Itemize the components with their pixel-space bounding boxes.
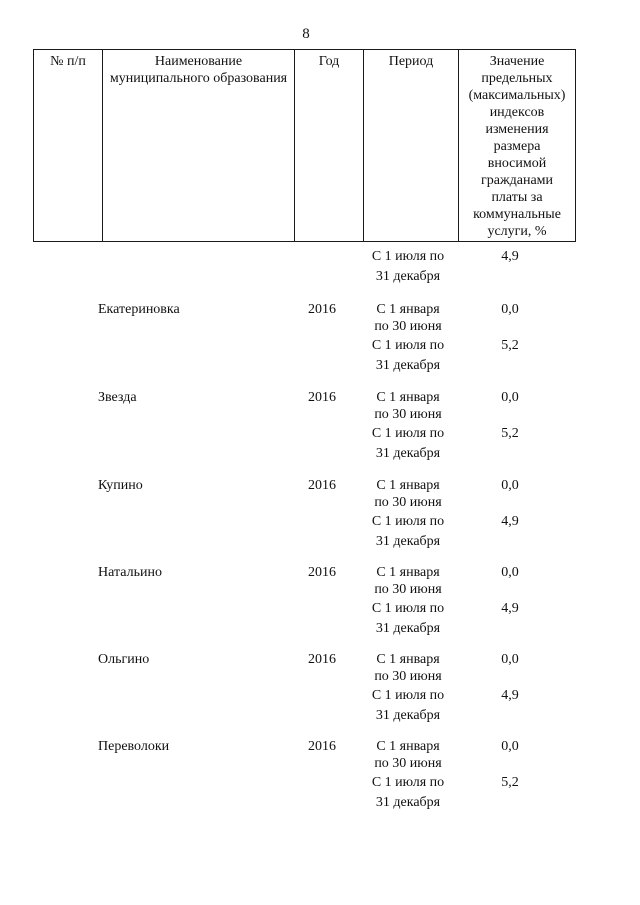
- row-second-value: 5,2: [501, 426, 519, 441]
- row-second-value: 5,2: [501, 338, 519, 353]
- row-year: 2016: [308, 390, 336, 405]
- row-name: Екатериновка: [98, 302, 180, 317]
- row-first-value: 0,0: [501, 652, 519, 667]
- row-second-period-line1: С 1 июля по: [371, 775, 445, 790]
- row-second-value: 4,9: [501, 514, 519, 529]
- continuation-period-line1: С 1 июля по: [371, 249, 445, 264]
- row-year: 2016: [308, 565, 336, 580]
- page-number: 8: [302, 26, 310, 42]
- row-year: 2016: [308, 302, 336, 317]
- row-first-period-line1: С 1 января: [376, 302, 440, 317]
- row-name: Натальино: [98, 565, 162, 580]
- row-first-period-line1: С 1 января: [376, 478, 440, 493]
- row-name: Переволоки: [98, 739, 170, 754]
- row-second-period-line2: 31 декабря: [375, 534, 441, 549]
- row-first-value: 0,0: [501, 390, 519, 405]
- row-second-value: 4,9: [501, 601, 519, 616]
- row-second-value: 4,9: [501, 688, 519, 703]
- row-first-period-line1: С 1 января: [376, 652, 440, 667]
- row-first-period-line2: по 30 июня: [374, 495, 442, 510]
- row-first-period-line1: С 1 января: [376, 739, 440, 754]
- row-second-value: 5,2: [501, 775, 519, 790]
- row-second-period-line1: С 1 июля по: [371, 514, 445, 529]
- row-first-value: 0,0: [501, 478, 519, 493]
- row-first-period-line2: по 30 июня: [374, 756, 442, 771]
- row-second-period-line2: 31 декабря: [375, 446, 441, 461]
- row-first-value: 0,0: [501, 302, 519, 317]
- row-second-period-line1: С 1 июля по: [371, 688, 445, 703]
- header-period: Период: [364, 50, 459, 242]
- row-name: Звезда: [98, 390, 137, 405]
- row-second-period-line1: С 1 июля по: [371, 601, 445, 616]
- header-num: № п/п: [34, 50, 103, 242]
- row-first-period-line2: по 30 июня: [374, 319, 442, 334]
- header-name: Наименование муниципального образования: [103, 50, 295, 242]
- continuation-value: 4,9: [501, 249, 519, 264]
- row-first-period-line2: по 30 июня: [374, 582, 442, 597]
- row-first-value: 0,0: [501, 739, 519, 754]
- row-first-value: 0,0: [501, 565, 519, 580]
- row-year: 2016: [308, 739, 336, 754]
- header-value: Значение предельных (максимальных) индексов изменения размера вносимой гражданами платы за коммунальные услуги, %: [459, 50, 576, 242]
- row-name: Ольгино: [98, 652, 150, 667]
- row-second-period-line1: С 1 июля по: [371, 338, 445, 353]
- row-second-period-line2: 31 декабря: [375, 795, 441, 810]
- row-second-period-line1: С 1 июля по: [371, 426, 445, 441]
- continuation-period-line2: 31 декабря: [375, 269, 441, 284]
- row-first-period-line2: по 30 июня: [374, 407, 442, 422]
- row-first-period-line1: С 1 января: [376, 565, 440, 580]
- row-first-period-line2: по 30 июня: [374, 669, 442, 684]
- header-year: Год: [295, 50, 364, 242]
- row-second-period-line2: 31 декабря: [375, 708, 441, 723]
- row-second-period-line2: 31 декабря: [375, 621, 441, 636]
- row-second-period-line2: 31 декабря: [375, 358, 441, 373]
- row-year: 2016: [308, 478, 336, 493]
- row-year: 2016: [308, 652, 336, 667]
- row-first-period-line1: С 1 января: [376, 390, 440, 405]
- row-name: Купино: [98, 478, 143, 493]
